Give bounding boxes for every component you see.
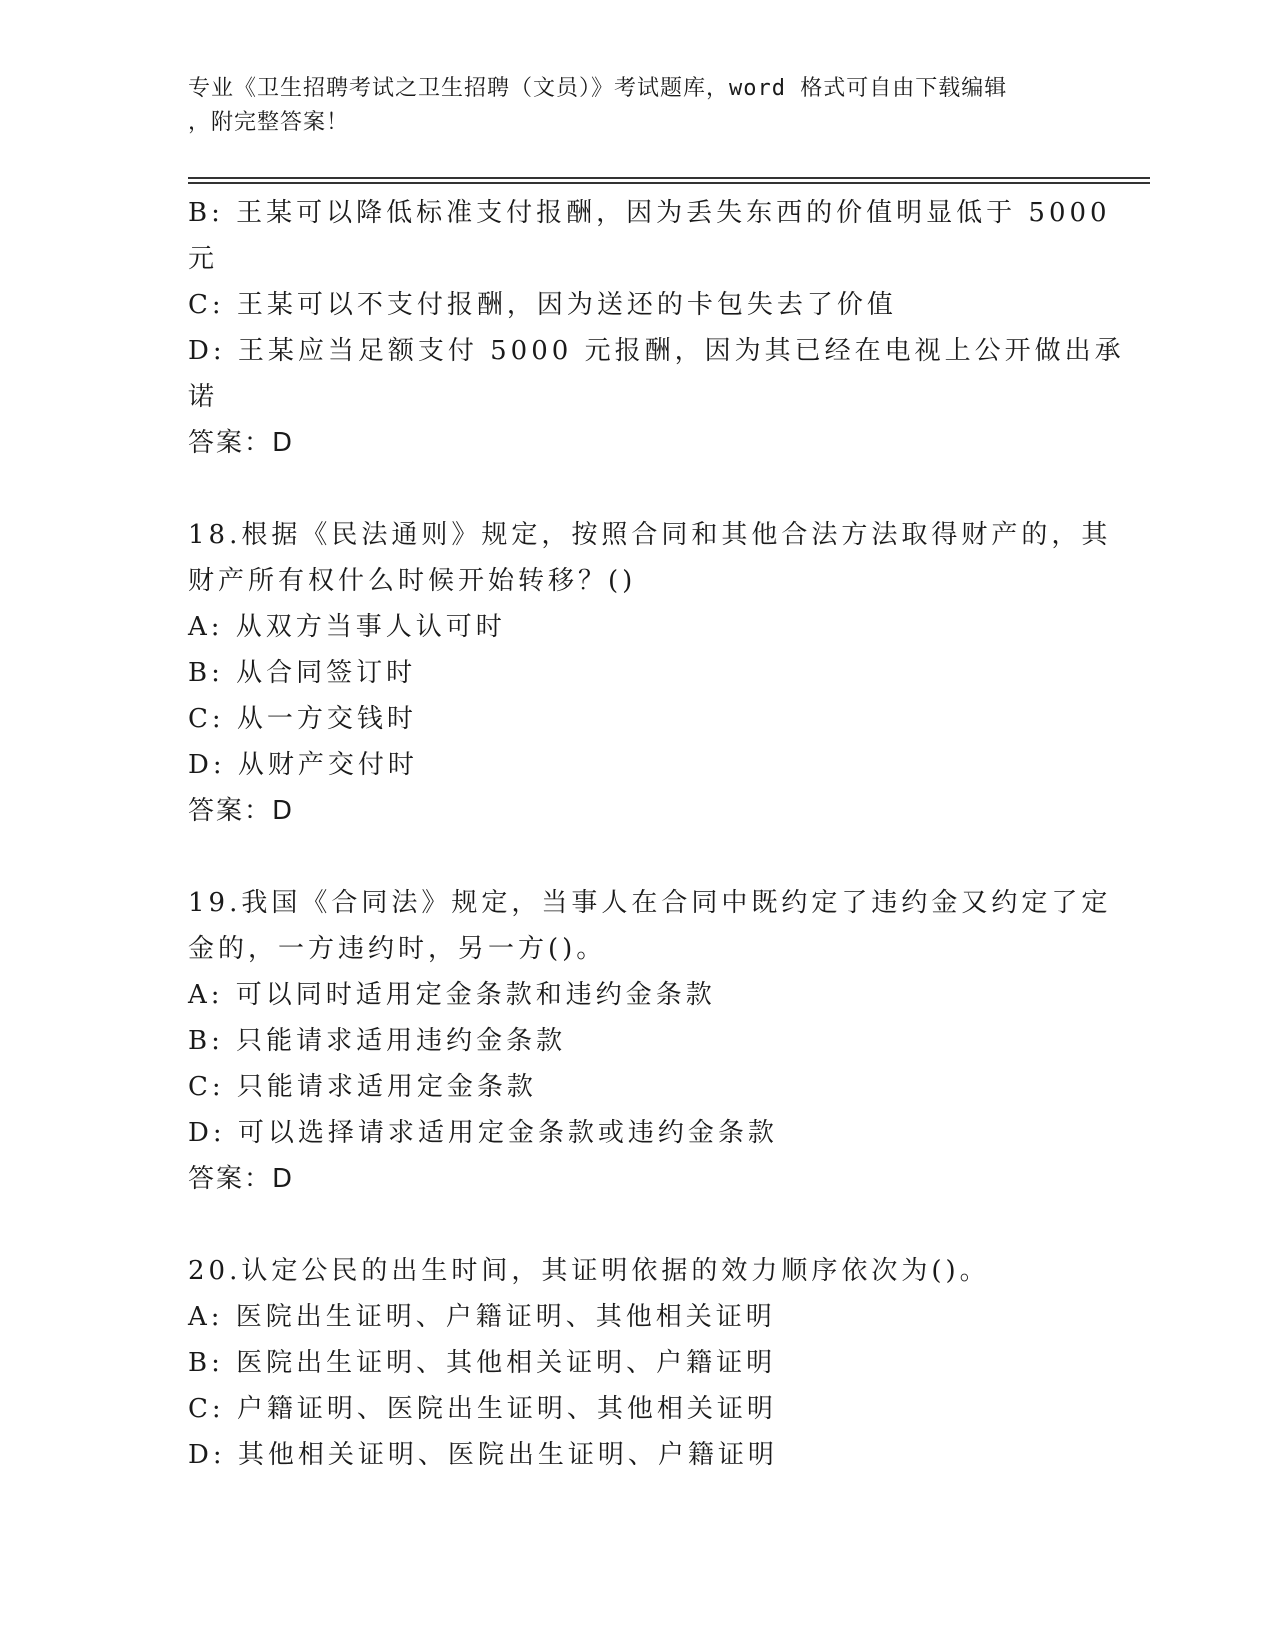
option-a: A: 从双方当事人认可时 [188,612,506,642]
option-d: D: 从财产交付时 [188,750,418,780]
answer-label: 答案：D [188,428,295,458]
header-divider-bottom [188,182,1150,184]
option-c: C: 户籍证明、医院出生证明、其他相关证明 [188,1394,777,1424]
header-divider-top [188,177,1150,179]
question-stem-line1: 20.认定公民的出生时间，其证明依据的效力顺序依次为()。 [188,1256,990,1286]
question-stem-line2: 财产所有权什么时候开始转移？() [188,566,637,596]
header-title-line2: ，附完整答案！ [188,110,350,135]
option-b: B: 只能请求适用违约金条款 [188,1026,567,1056]
document-header [188,72,1068,140]
answer-label: 答案：D [188,1164,295,1194]
option-b: B: 医院出生证明、其他相关证明、户籍证明 [188,1348,777,1378]
question-block-19 [188,880,1112,1202]
question-list [188,190,1125,1478]
spacer [188,1202,1088,1248]
header-title-line1: 专业《卫生招聘考试之卫生招聘（文员）》考试题库，word 格式可自由下载编辑 [188,76,1008,101]
option-c: C: 王某可以不支付报酬，因为送还的卡包失去了价值 [188,290,897,320]
option-d: D: 其他相关证明、医院出生证明、户籍证明 [188,1440,778,1470]
option-a: A: 可以同时适用定金条款和违约金条款 [188,980,716,1010]
option-c: C: 只能请求适用定金条款 [188,1072,537,1102]
option-c: C: 从一方交钱时 [188,704,417,734]
option-d: D: 可以选择请求适用定金条款或违约金条款 [188,1118,778,1148]
question-stem-line2: 金的，一方违约时，另一方()。 [188,934,607,964]
question-block-17 [188,190,1125,466]
option-b-line2: 元 [188,244,219,274]
option-b-line1: B: 王某可以降低标准支付报酬，因为丢失东西的价值明显低于 5000 [188,198,1111,228]
spacer [188,834,1088,880]
option-b: B: 从合同签订时 [188,658,417,688]
question-block-20 [188,1248,1088,1478]
spacer [188,466,1088,512]
question-block-18 [188,512,1112,834]
option-a: A: 医院出生证明、户籍证明、其他相关证明 [188,1302,776,1332]
option-d-line2: 诺 [188,382,219,412]
question-stem-line1: 19.我国《合同法》规定，当事人在合同中既约定了违约金又约定了定 [188,888,1112,918]
option-d-line1: D: 王某应当足额支付 5000 元报酬，因为其已经在电视上公开做出承 [188,336,1125,366]
question-stem-line1: 18.根据《民法通则》规定，按照合同和其他合法方法取得财产的，其 [188,520,1112,550]
answer-label: 答案：D [188,796,295,826]
